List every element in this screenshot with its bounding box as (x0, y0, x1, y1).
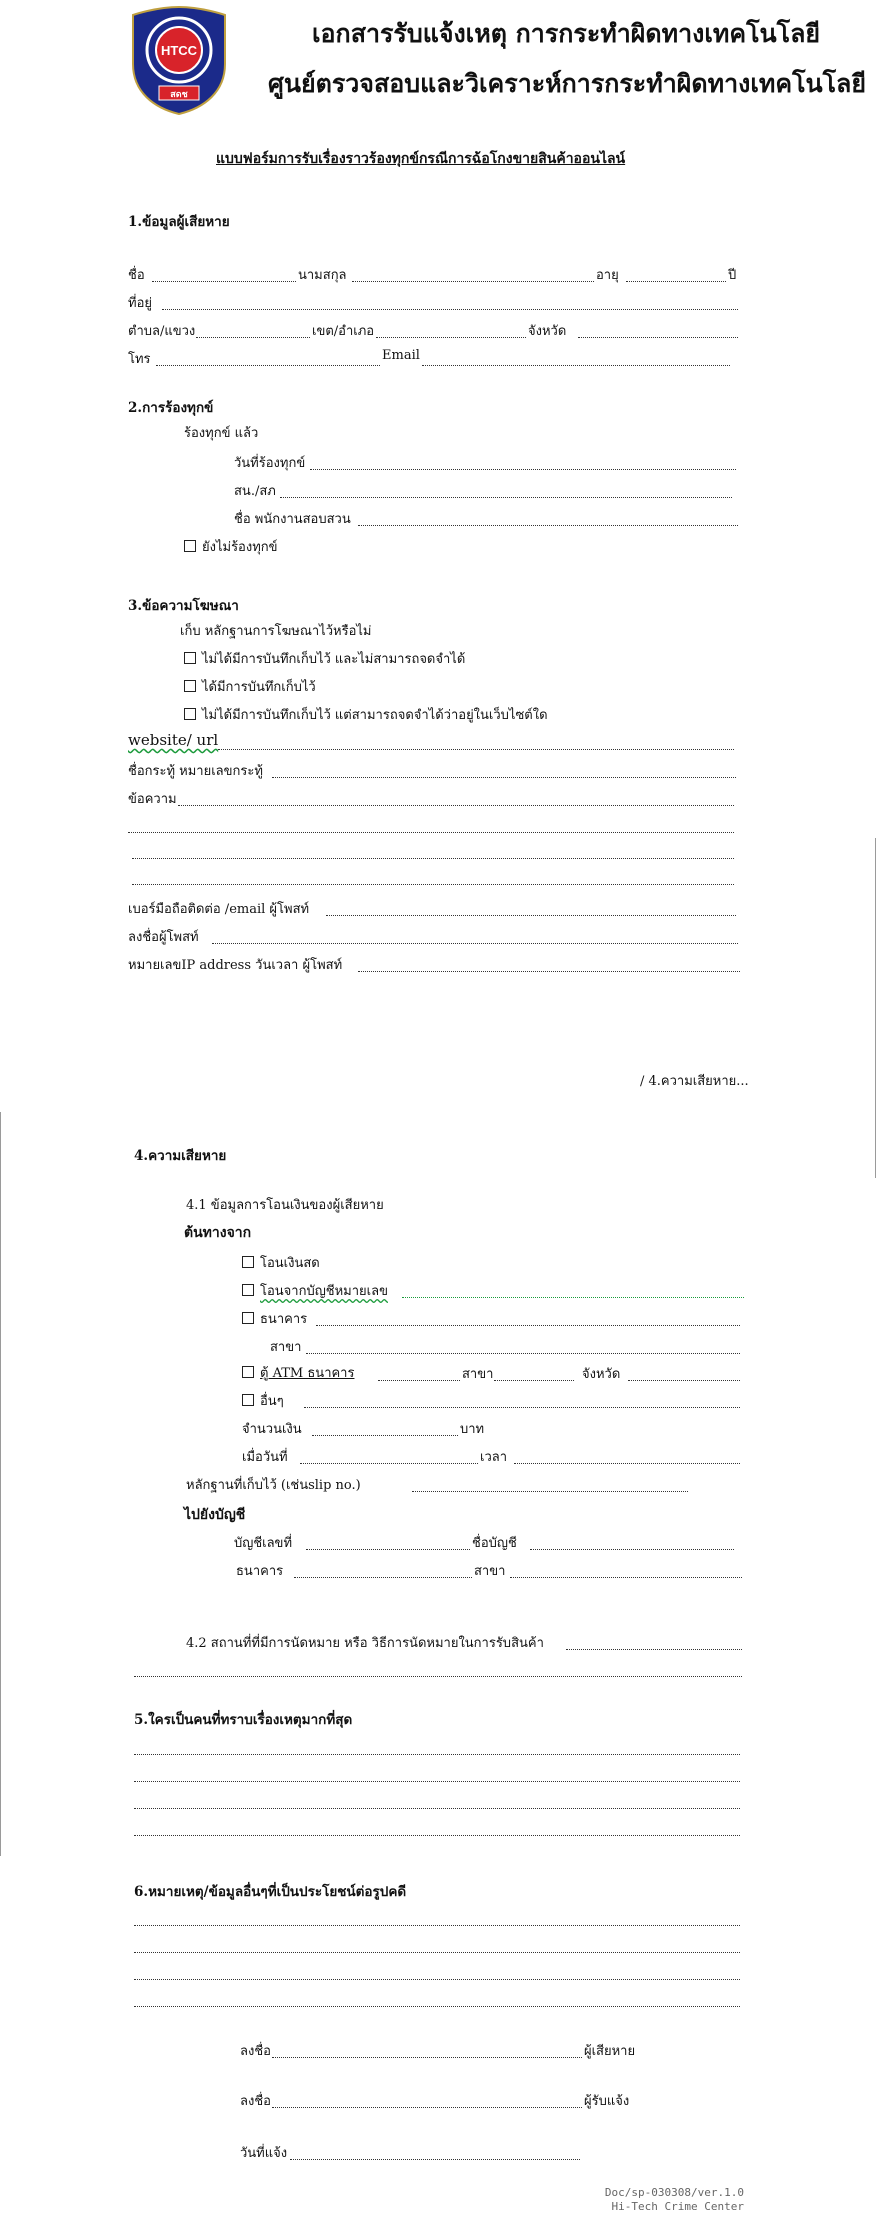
date-filed-field[interactable] (310, 469, 736, 470)
title-line-1: เอกสารรับแจ้งเหตุ การกระทำผิดทางเทคโนโลยี (312, 19, 821, 48)
other-field[interactable] (304, 1407, 740, 1408)
name-field[interactable] (152, 281, 296, 282)
time-field[interactable] (514, 1463, 740, 1464)
witness-field-4[interactable] (134, 1835, 740, 1836)
amount-field[interactable] (312, 1435, 458, 1436)
province-field[interactable] (578, 337, 738, 338)
not-filed-checkbox[interactable] (184, 540, 196, 552)
witness-field-3[interactable] (134, 1808, 740, 1809)
htcc-logo (128, 4, 230, 116)
from-account-field[interactable] (402, 1297, 744, 1298)
other-label: อื่นๆ (260, 1394, 284, 1409)
section-3-heading: 3.ข้อความโฆษณา (128, 598, 239, 614)
victim-label: ผู้เสียหาย (584, 2044, 636, 2059)
atm-branch-field[interactable] (494, 1380, 574, 1381)
atm-branch-label: สาขา (462, 1367, 494, 1382)
sub-4-2-heading: 4.2 สถานที่ที่มีการนัดหมาย หรือ วิธีการนัดหมายในการรับสินค้า (186, 1636, 544, 1651)
account-name-field[interactable] (530, 1549, 734, 1550)
dest-branch-field[interactable] (510, 1577, 742, 1578)
ad-option-2-checkbox[interactable] (184, 680, 196, 692)
poster-phone-field[interactable] (326, 915, 736, 916)
cash-option[interactable] (242, 1252, 320, 1273)
account-no-field[interactable] (306, 1549, 470, 1550)
officer-label: ชื่อ พนักงานสอบสวน (234, 512, 351, 527)
on-date-label: เมื่อวันที่ (242, 1450, 288, 1465)
bank-label: ธนาคาร (260, 1312, 308, 1327)
subdistrict-field[interactable] (196, 337, 310, 338)
dest-bank-field[interactable] (294, 1577, 472, 1578)
section-6-heading: 6.หมายเหตุ/ข้อมูลอื่นๆที่เป็นประโยชน์ต่อรูปคดี (134, 1884, 407, 1900)
receiver-sign-label: ลงชื่อ (240, 2094, 271, 2109)
dest-bank-label: ธนาคาร (236, 1564, 284, 1579)
meeting-field-2[interactable] (134, 1676, 742, 1677)
witness-field-1[interactable] (134, 1754, 740, 1755)
email-label: Email (382, 348, 420, 363)
surname-label: นามสกุล (298, 268, 347, 283)
board-field[interactable] (272, 777, 736, 778)
age-label: อายุ (596, 268, 619, 283)
logo-banner: สดช (170, 90, 188, 100)
ad-option-1[interactable] (184, 648, 465, 669)
dest-branch-label: สาขา (474, 1564, 506, 1579)
bank-checkbox[interactable] (242, 1312, 254, 1324)
from-account-option[interactable] (242, 1280, 388, 1301)
message-field-3[interactable] (132, 858, 734, 859)
victim-sign-label: ลงชื่อ (240, 2044, 271, 2059)
baht-label: บาท (460, 1422, 485, 1437)
evidence-label: หลักฐานที่เก็บไว้ (เช่นslip no.) (186, 1478, 361, 1493)
report-date-label: วันที่แจ้ง (240, 2146, 288, 2161)
board-label: ชื่อกระทู้ หมายเลขกระทู้ (128, 764, 263, 779)
phone-field[interactable] (156, 365, 380, 366)
witness-field-2[interactable] (134, 1781, 740, 1782)
report-date-field[interactable] (290, 2159, 580, 2160)
account-no-label: บัญชีเลขที่ (234, 1536, 293, 1551)
poster-ip-field[interactable] (358, 971, 740, 972)
not-filed-label: ยังไม่ร้องทุกข์ (202, 540, 278, 555)
other-checkbox[interactable] (242, 1394, 254, 1406)
ad-option-3[interactable] (184, 704, 548, 725)
account-name-label: ชื่อบัญชี (472, 1536, 517, 1551)
section-5-heading: 5.ใครเป็นคนที่ทราบเรื่องเหตุมากที่สุด (134, 1712, 353, 1728)
from-account-label: โอนจากบัญชีหมายเลข (260, 1284, 388, 1299)
other-option[interactable] (242, 1390, 284, 1411)
atm-bank-field[interactable] (378, 1380, 460, 1381)
victim-sign-field[interactable] (272, 2057, 582, 2058)
website-field[interactable] (218, 749, 734, 750)
atm-province-field[interactable] (628, 1380, 740, 1381)
branch-field[interactable] (306, 1353, 740, 1354)
subdistrict-label: ตำบล/แขวง (128, 324, 196, 339)
cash-label: โอนเงินสด (260, 1256, 320, 1271)
section-1-heading: 1.ข้อมูลผู้เสียหาย (128, 214, 230, 230)
message-field-2[interactable] (128, 832, 734, 833)
atm-checkbox[interactable] (242, 1366, 254, 1378)
atm-province-label: จังหวัด (582, 1367, 621, 1382)
date-filed-label: วันที่ร้องทุกข์ (234, 456, 306, 471)
ad-option-1-label: ไม่ได้มีการบันทึกเก็บไว้ และไม่สามารถจดจำได้ (202, 652, 466, 667)
ad-option-3-checkbox[interactable] (184, 708, 196, 720)
branch-label: สาขา (270, 1340, 302, 1355)
email-field[interactable] (422, 365, 730, 366)
station-label: สน./สภ (234, 484, 276, 499)
phone-label: โทร (128, 352, 151, 367)
district-label: เขต/อำเภอ (312, 324, 375, 339)
website-label: website/ url (128, 731, 219, 749)
cash-checkbox[interactable] (242, 1256, 254, 1268)
officer-field[interactable] (358, 525, 738, 526)
source-heading: ต้นทางจาก (184, 1225, 252, 1241)
poster-name-field[interactable] (212, 943, 738, 944)
notes-field-1[interactable] (134, 1925, 740, 1926)
station-field[interactable] (280, 497, 732, 498)
province-label: จังหวัด (528, 324, 567, 339)
on-date-field[interactable] (300, 1463, 478, 1464)
bank-field[interactable] (316, 1325, 740, 1326)
time-label: เวลา (480, 1450, 508, 1465)
ad-option-2[interactable] (184, 676, 316, 697)
bank-option[interactable] (242, 1308, 307, 1329)
logo-text: HTCC (160, 43, 198, 58)
evidence-intro: เก็บ หลักฐานการโฆษณาไว้หรือไม่ (180, 624, 372, 639)
amount-label: จำนวนเงิน (242, 1422, 302, 1437)
doc-code: Doc/sp-030308/ver.1.0 (604, 2186, 744, 2199)
notes-field-4[interactable] (134, 2006, 740, 2007)
address-field[interactable] (162, 309, 738, 310)
age-field[interactable] (626, 281, 726, 282)
evidence-field[interactable] (412, 1491, 688, 1492)
message-label: ข้อความ (128, 792, 177, 807)
sub-4-1-heading: 4.1 ข้อมูลการโอนเงินของผู้เสียหาย (186, 1198, 384, 1213)
district-field[interactable] (376, 337, 526, 338)
message-field-1[interactable] (178, 805, 734, 806)
message-field-4[interactable] (132, 884, 734, 885)
surname-field[interactable] (352, 281, 594, 282)
receiver-label: ผู้รับแจ้ง (584, 2094, 630, 2109)
poster-phone-label: เบอร์มือถือติดต่อ /email ผู้โพสท์ (128, 902, 310, 917)
ad-option-2-label: ได้มีการบันทึกเก็บไว้ (202, 680, 316, 695)
name-label: ชื่อ (128, 268, 145, 283)
ad-option-3-label: ไม่ได้มีการบันทึกเก็บไว้ แต่สามารถจดจำได้ว่าอยู่ในเว็บไซต์ใด (202, 708, 548, 723)
notes-field-3[interactable] (134, 1979, 740, 1980)
section-2-heading: 2.การร้องทุกข์ (128, 400, 214, 416)
destination-heading: ไปยังบัญชี (184, 1507, 246, 1523)
section-4-heading: 4.ความเสียหาย (134, 1148, 227, 1164)
center-name: Hi-Tech Crime Center (611, 2200, 744, 2213)
atm-label: ตู้ ATM ธนาคาร (260, 1366, 355, 1381)
address-label: ที่อยู่ (128, 296, 152, 311)
receiver-sign-field[interactable] (272, 2107, 582, 2108)
poster-name-label: ลงชื่อผู้โพสท์ (128, 930, 199, 945)
poster-ip-label: หมายเลขIP address วันเวลา ผู้โพสท์ (128, 958, 343, 973)
left-margin-line (0, 1112, 1, 1856)
meeting-field-1[interactable] (566, 1649, 742, 1650)
title-line-2: ศูนย์ตรวจสอบและวิเคราะห์การกระทำผิดทางเทคโนโลยี (268, 69, 867, 98)
ad-option-1-checkbox[interactable] (184, 652, 196, 664)
notes-field-2[interactable] (134, 1952, 740, 1953)
form-title: แบบฟอร์มการรับเรื่องราวร้องทุกข์กรณีการฉ้อโกงขายสินค้าออนไลน์ (216, 151, 626, 167)
not-filed-option[interactable] (184, 536, 278, 557)
from-account-checkbox[interactable] (242, 1284, 254, 1296)
complaint-filed-label: ร้องทุกข์ แล้ว (184, 426, 259, 441)
continue-note: / 4.ความเสียหาย... (640, 1074, 749, 1089)
atm-option[interactable] (242, 1362, 354, 1383)
year-label: ปี (728, 268, 737, 283)
